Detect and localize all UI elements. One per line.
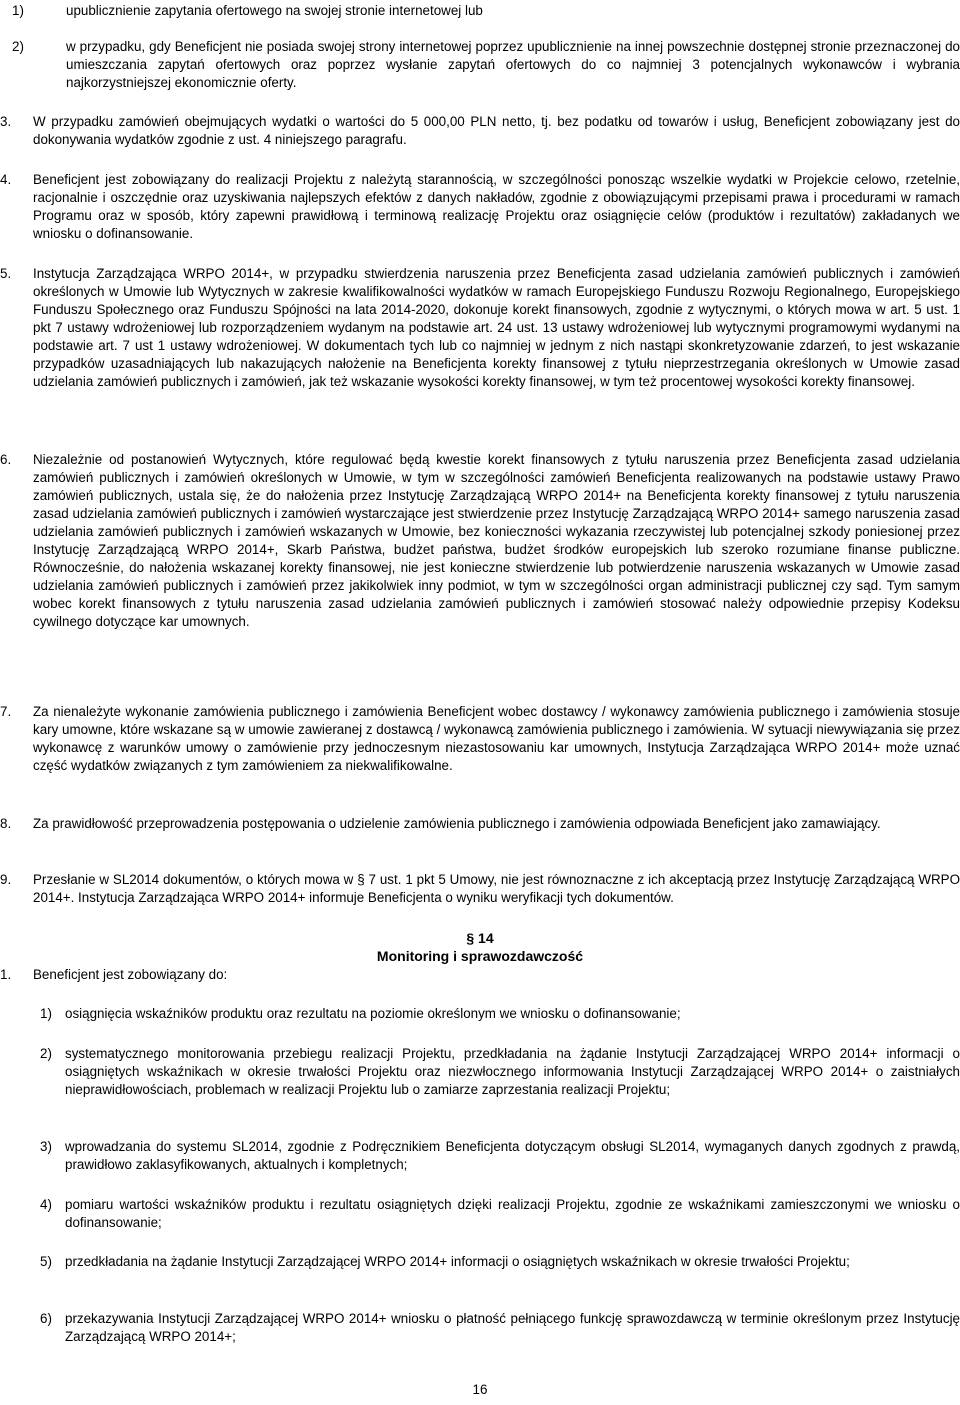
paragraph-number: 4. [0, 172, 12, 187]
sub-list-item-text: przedkładania na żądanie Instytucji Zarządzającej WRPO 2014+ informacji o osiągniętych wskaźnikach w okresie trwałości Projektu; [65, 1254, 850, 1269]
paragraph-8 [0, 815, 960, 833]
list-item-number: 2) [12, 39, 24, 54]
section-symbol: § 14 [466, 930, 494, 946]
paragraph-number: 7. [0, 704, 12, 719]
paragraph-6 [0, 451, 960, 631]
sub-list-item-text: pomiaru wartości wskaźników produktu i rezultatu osiągniętych dzięki realizacji Projektu, zgodnie ze wskaźnikami zamieszczonymi we wniosku o dofinansowanie; [65, 1197, 960, 1230]
sub-list-item-number: 5) [40, 1254, 52, 1269]
sub-list-item [40, 1310, 960, 1346]
paragraph-text: W przypadku zamówień obejmujących wydatki o wartości do 5 000,00 PLN netto, tj. bez podatku od towarów i usług, Beneficjent zobowiązany jest do dokonywania wydatków zgodnie z ust. 4 niniejszego paragrafu. [33, 114, 960, 147]
sub-list-item-text: przekazywania Instytucji Zarządzającej WRPO 2014+ wniosku o płatność pełniącego funkcję sprawozdawczą w terminie określonym przez Instytucję Zarządzającą WRPO 2014+; [65, 1311, 960, 1344]
paragraph-number: 8. [0, 816, 12, 831]
list-item-text: upublicznienie zapytania ofertowego na swojej stronie internetowej lub [66, 3, 483, 18]
paragraph-4 [0, 171, 960, 243]
sub-list-item [40, 1045, 960, 1099]
list-item-number: 1) [12, 3, 24, 18]
paragraph-text: Za prawidłowość przeprowadzenia postępowania o udzielenie zamówienia publicznego i zamówienia odpowiada Beneficjent jako zamawiający. [33, 816, 881, 831]
paragraph-text: Beneficjent jest zobowiązany do realizacji Projektu z należytą starannością, w szczególności ponosząc wszelkie wydatki w Projekcie celowo, rzetelnie, racjonalnie i oszczędnie oraz uzyskiwania najlepszych efektów z danych nakładów, zgodnie z obowiązującymi przepisami prawa i procedurami w ramach Programu oraz w sposób, który zapewni prawidłową i terminową realizację Projektu oraz osiągnięcie celów (produktów i rezultatów) zakładanych we wniosku o dofinansowanie. [33, 172, 960, 241]
sub-list-item [40, 1138, 960, 1174]
paragraph-text: Za nienależyte wykonanie zamówienia publicznego i zamówienia Beneficjent wobec dostawcy / wykonawcy zamówienia publicznego i zamówienia stosuje kary umowne, które wskazane są w umowie zawieranej z dostawcą / wykonawcą zamówienia publicznego i zamówienia. W sytuacji niewywiązania się przez wykonawcę z warunków umowy o zamówienie przy jednoczesnym niezastosowaniu kar umownych, Instytucja Zarządzająca WRPO 2014+ może uznać część wydatków związanych z tym zamówieniem za niekwalifikowalne. [33, 704, 960, 773]
paragraph-number: 5. [0, 266, 12, 281]
paragraph-number: 3. [0, 114, 12, 129]
paragraph-9 [0, 871, 960, 907]
sub-list-item [40, 1005, 960, 1023]
sub-list-item-number: 2) [40, 1046, 52, 1061]
paragraph-1 [0, 966, 960, 984]
paragraph-text: Instytucja Zarządzająca WRPO 2014+, w przypadku stwierdzenia naruszenia przez Beneficjenta zasad udzielania zamówień publicznych i zamówień określonych w Umowie lub Wytycznych w zakresie kwalifikowalności wydatków w ramach Europejskiego Funduszu Rozwoju Regionalnego, Europejskiego Funduszu Społecznego oraz Funduszu Spójności na lata 2014-2020, dokonuje korekt finansowych, zgodnie z wytycznymi, o których mowa w art. 5 ust. 1 pkt 7 ustawy wdrożeniowej lub rozporządzeniem wydanym na podstawie art. 24 ust. 13 ustawy wdrożeniowej lub wytycznymi programowymi wydanymi na podstawie art. 7 ust 1 ustawy wdrożeniowej. W dokumentach tych lub co najmniej w jednym z nich nastąpi skonkretyzowanie zdarzeń, to jest wskazanie przypadków uzasadniających lub nakazujących nałożenie na Beneficjenta korekty finansowej z tytułu nieprzestrzegania określonych w Umowie zasad udzielania zamówień publicznych i zamówień, jak też wskazanie wysokości korekty finansowej, w tym też procentowej wysokości korekty finansowej. [33, 266, 960, 389]
paragraph-text: Przesłanie w SL2014 dokumentów, o których mowa w § 7 ust. 1 pkt 5 Umowy, nie jest równoznaczne z ich akceptacją przez Instytucję Zarządzającą WRPO 2014+. Instytucja Zarządzająca WRPO 2014+ informuje Beneficjenta o wyniku weryfikacji tych dokumentów. [33, 872, 960, 905]
list-item [12, 2, 960, 20]
paragraph-3 [0, 113, 960, 149]
sub-list-item-text: systematycznego monitorowania przebiegu realizacji Projektu, przedkładania na żądanie Instytucji Zarządzającej WRPO 2014+ informacji o osiągniętych wskaźnikach w okresie trwałości Projektu oraz niezwłocznego informowania Instytucji Zarządzającej WRPO 2014+ o zaistniałych nieprawidłowościach, problemach w realizacji Projektu lub o zamiarze zaprzestania realizacji Projektu; [65, 1046, 960, 1097]
section-title: Monitoring i sprawozdawczość [376, 948, 584, 964]
sub-list-item [40, 1253, 960, 1271]
paragraph-5 [0, 265, 960, 391]
paragraph-number: 9. [0, 872, 12, 887]
paragraph-7 [0, 703, 960, 775]
list-item-text: w przypadku, gdy Beneficjent nie posiada swojej strony internetowej poprzez upublicznienie na innej powszechnie dostępnej stronie przeznaczonej do umieszczania zapytań ofertowych oraz poprzez wysłanie zapytań ofertowych do co najmniej 3 potencjalnych wykonawców i wybrania najkorzystniejszej ekonomicznie oferty. [66, 39, 960, 90]
page-number: 16 [472, 1382, 488, 1397]
paragraph-number: 1. [0, 967, 12, 982]
paragraph-text: Beneficjent jest zobowiązany do: [33, 967, 228, 982]
sub-list-item-number: 6) [40, 1311, 52, 1326]
sub-list-item-number: 3) [40, 1139, 52, 1154]
list-item [12, 38, 960, 92]
paragraph-number: 6. [0, 452, 12, 467]
sub-list-item [40, 1196, 960, 1232]
sub-list-item-number: 1) [40, 1006, 52, 1021]
sub-list-item-number: 4) [40, 1197, 52, 1212]
paragraph-text: Niezależnie od postanowień Wytycznych, które regulować będą kwestie korekt finansowych z tytułu naruszenia przez Beneficjenta zasad udzielania zamówień publicznych i zamówień określonych w Umowie, w tym w szczególności zamówień Beneficjenta realizowanych na podstawie ustawy Prawo zamówień publicznych, ustala się, że do nałożenia przez Instytucję Zarządzającą WRPO 2014+ na Beneficjenta korekty finansowej z tytułu naruszenia zasad udzielania zamówień publicznych i zamówień wystarczające jest stwierdzenie przez Instytucję Zarządzającą WRPO 2014+ samego naruszenia zasad udzielania zamówień publicznych i zamówień wskazanych w Umowie, bez konieczności wykazania rzeczywistej lub potencjalnej szkody poniesionej przez Instytucję Zarządzającą WRPO 2014+, Skarb Państwa, budżet państwa, budżet środków europejskich lub szeroko rozumiane finanse publiczne. Równocześnie, do nałożenia wskazanej korekty finansowej, nie jest konieczne stwierdzenie lub potwierdzenie naruszenia wskazanych w Umowie zasad udzielania zamówień publicznych i zamówień przez jakikolwiek inny podmiot, w tym w szczególności organ administracji publicznej czy sąd. Tym samym wobec korekt finansowych z tytułu naruszenia zasad udzielania zamówień publicznych i zamówień stosować należy odpowiednie przepisy Kodeksu cywilnego dotyczące kar umownych. [33, 452, 960, 629]
sub-list-item-text: wprowadzania do systemu SL2014, zgodnie z Podręcznikiem Beneficjenta dotyczącym obsługi SL2014, wymaganych danych zgodnych z prawdą, prawidłowo zaklasyfikowanych, aktualnych i kompletnych; [65, 1139, 960, 1172]
sub-list-item-text: osiągnięcia wskaźników produktu oraz rezultatu na poziomie określonym we wniosku o dofinansowanie; [65, 1006, 681, 1021]
